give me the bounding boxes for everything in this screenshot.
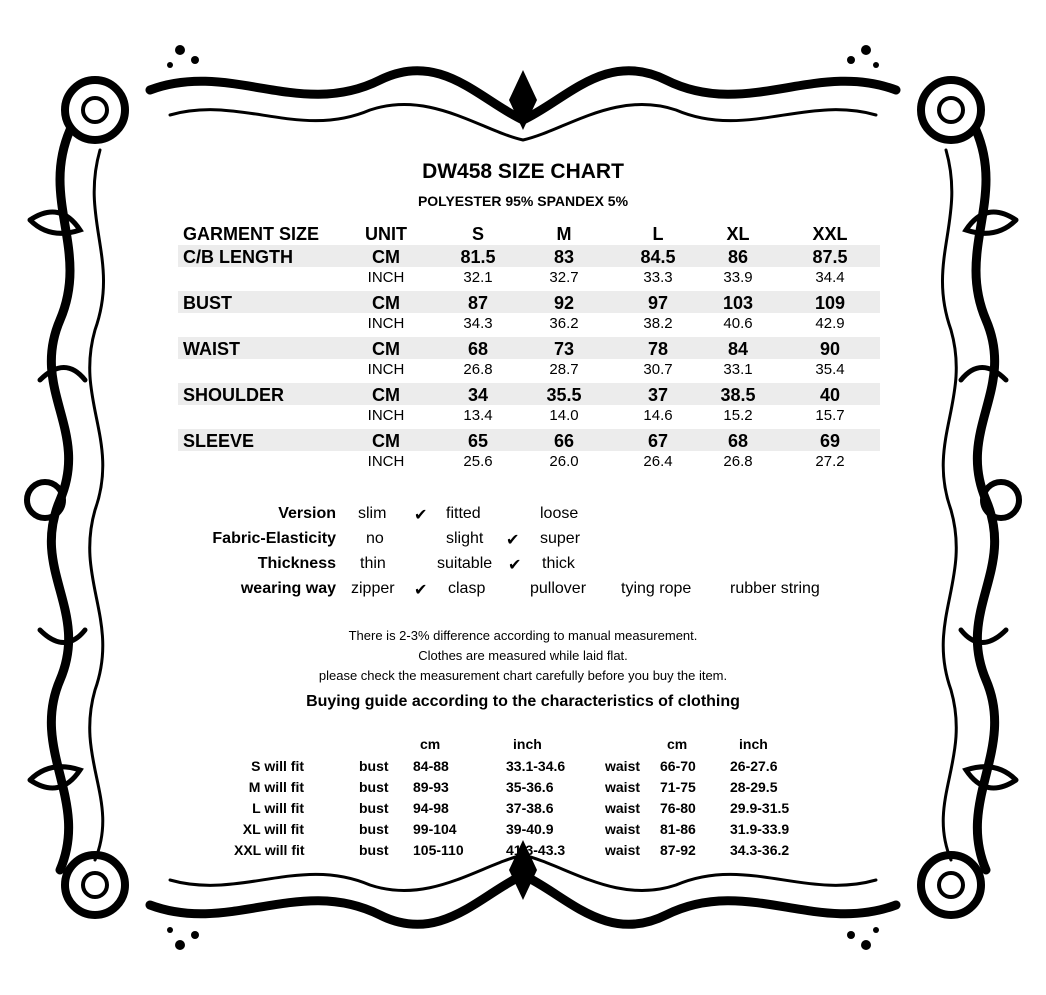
table-cell-inch: 26.0 [549, 453, 579, 470]
measurement-note-3: please check the measurement chart carefully before you buy the item. [318, 668, 728, 683]
table-cell-cm: 81.5 [460, 247, 496, 267]
table-cell-inch: 15.7 [815, 407, 845, 424]
table-cell-inch: 13.4 [463, 407, 493, 424]
fabric-composition: POLYESTER 95% SPANDEX 5% [417, 193, 629, 209]
table-cell-inch: 14.0 [549, 407, 579, 424]
unit-inch: INCH [367, 269, 405, 286]
guide-cell-bust-inch: 33.1-34.6 [506, 758, 566, 774]
table-cell-cm: 90 [819, 339, 841, 359]
table-row-label: BUST [183, 293, 232, 313]
attribute-option: clasp [448, 580, 486, 597]
table-cell-cm: 109 [814, 293, 846, 313]
table-cell-inch: 14.6 [643, 407, 673, 424]
guide-header-bust-cm: cm [420, 736, 441, 752]
table-row-label: SLEEVE [183, 431, 255, 451]
table-cell-cm: 87 [467, 293, 489, 313]
table-row-label: WAIST [183, 339, 240, 359]
guide-cell-waist-inch: 31.9-33.9 [730, 821, 790, 837]
table-cell-cm: 69 [819, 431, 841, 451]
table-header-size-m: M [556, 224, 572, 244]
check-mark-icon: ✔ [506, 532, 520, 549]
attribute-option: pullover [530, 580, 587, 597]
table-cell-inch: 35.4 [815, 361, 845, 378]
table-cell-inch: 32.1 [463, 269, 493, 286]
table-cell-cm: 68 [467, 339, 489, 359]
table-cell-cm: 65 [467, 431, 489, 451]
guide-cell-waist-inch: 34.3-36.2 [730, 842, 790, 858]
table-cell-cm: 34 [467, 385, 489, 405]
attribute-option: tying rope [621, 580, 692, 597]
table-cell-inch: 33.1 [723, 361, 753, 378]
guide-cell-waist-cm: 76-80 [660, 800, 696, 816]
unit-cm: CM [372, 247, 400, 267]
guide-cell-bust-cm: 105-110 [413, 842, 464, 858]
guide-cell-waist-label: waist [605, 758, 641, 774]
guide-cell-bust-cm: 84-88 [413, 758, 449, 774]
guide-cell-bust-label: bust [359, 821, 389, 837]
attribute-label: Fabric-Elasticity [212, 530, 336, 547]
guide-cell-bust-inch: 41.3-43.3 [506, 842, 566, 858]
attribute-option: fitted [446, 505, 481, 522]
table-cell-cm: 73 [553, 339, 575, 359]
table-cell-inch: 26.4 [643, 453, 673, 470]
table-cell-cm: 78 [647, 339, 669, 359]
table-cell-cm: 103 [722, 293, 754, 313]
table-header-size-xl: XL [726, 224, 750, 244]
table-cell-inch: 40.6 [723, 315, 753, 332]
guide-cell-waist-inch: 28-29.5 [730, 779, 778, 795]
guide-cell-fit: XXL will fit [234, 842, 305, 858]
table-cell-cm: 84.5 [640, 247, 676, 267]
attribute-option: slight [446, 530, 484, 547]
table-cell-inch: 28.7 [549, 361, 579, 378]
guide-cell-bust-inch: 35-36.6 [506, 779, 554, 795]
table-row-label: C/B LENGTH [183, 247, 293, 267]
unit-inch: INCH [367, 315, 405, 332]
table-cell-cm: 68 [727, 431, 749, 451]
measurement-note-1: There is 2-3% difference according to manual measurement. [348, 628, 698, 643]
guide-cell-waist-cm: 71-75 [660, 779, 696, 795]
guide-cell-bust-cm: 94-98 [413, 800, 449, 816]
guide-cell-bust-label: bust [359, 758, 389, 774]
guide-header-bust-inch: inch [513, 736, 542, 752]
table-header-size-l: L [652, 224, 664, 244]
table-cell-cm: 66 [553, 431, 575, 451]
table-cell-inch: 30.7 [643, 361, 673, 378]
table-row-label: SHOULDER [183, 385, 285, 405]
table-cell-inch: 32.7 [549, 269, 579, 286]
table-cell-inch: 33.9 [723, 269, 753, 286]
page-title: DW458 SIZE CHART [422, 160, 624, 183]
table-cell-inch: 27.2 [815, 453, 845, 470]
table-cell-cm: 38.5 [720, 385, 756, 405]
table-cell-cm: 86 [727, 247, 749, 267]
table-cell-cm: 40 [819, 385, 841, 405]
guide-cell-fit: XL will fit [242, 821, 304, 837]
guide-cell-waist-cm: 66-70 [660, 758, 696, 774]
table-cell-inch: 25.6 [463, 453, 493, 470]
buying-guide-title: Buying guide according to the characteristics of clothing [306, 693, 740, 710]
guide-cell-waist-label: waist [605, 842, 641, 858]
table-cell-inch: 36.2 [549, 315, 579, 332]
attribute-option: suitable [437, 555, 493, 572]
unit-inch: INCH [367, 453, 405, 470]
guide-cell-bust-label: bust [359, 842, 389, 858]
table-cell-inch: 15.2 [723, 407, 753, 424]
attribute-option: slim [358, 505, 387, 522]
guide-cell-fit: S will fit [251, 758, 304, 774]
unit-cm: CM [372, 339, 400, 359]
guide-cell-bust-inch: 37-38.6 [506, 800, 554, 816]
guide-cell-waist-inch: 29.9-31.5 [730, 800, 790, 816]
guide-cell-waist-cm: 87-92 [660, 842, 696, 858]
guide-cell-bust-label: bust [359, 779, 389, 795]
attribute-option: loose [540, 505, 579, 522]
guide-cell-waist-label: waist [605, 821, 641, 837]
table-cell-cm: 84 [727, 339, 749, 359]
guide-cell-waist-inch: 26-27.6 [730, 758, 778, 774]
attribute-label: Version [278, 505, 336, 522]
attribute-option: thick [542, 555, 575, 572]
table-header-garment-size: GARMENT SIZE [183, 224, 320, 244]
guide-cell-waist-label: waist [605, 779, 641, 795]
guide-cell-fit: L will fit [252, 800, 304, 816]
check-mark-icon: ✔ [508, 557, 522, 574]
table-cell-cm: 87.5 [812, 247, 848, 267]
guide-cell-bust-cm: 99-104 [413, 821, 457, 837]
guide-cell-waist-label: waist [605, 800, 641, 816]
table-cell-inch: 34.3 [463, 315, 493, 332]
table-cell-cm: 92 [553, 293, 575, 313]
guide-cell-bust-inch: 39-40.9 [506, 821, 554, 837]
table-cell-cm: 83 [553, 247, 575, 267]
attribute-option: thin [360, 555, 386, 572]
attribute-option: no [366, 530, 384, 547]
unit-inch: INCH [367, 361, 405, 378]
attribute-option: rubber string [730, 580, 820, 597]
table-cell-inch: 26.8 [463, 361, 493, 378]
unit-cm: CM [372, 431, 400, 451]
unit-cm: CM [372, 385, 400, 405]
table-cell-cm: 35.5 [546, 385, 582, 405]
table-cell-cm: 37 [647, 385, 669, 405]
table-header-size-xxl: XXL [812, 224, 848, 244]
measurement-note-2: Clothes are measured while laid flat. [418, 648, 628, 663]
table-cell-inch: 38.2 [643, 315, 673, 332]
attribute-label: wearing way [240, 580, 336, 597]
guide-header-waist-cm: cm [667, 736, 688, 752]
attribute-label: Thickness [257, 555, 336, 572]
guide-cell-fit: M will fit [248, 779, 304, 795]
table-cell-inch: 42.9 [815, 315, 845, 332]
table-header-unit: UNIT [365, 224, 407, 244]
table-cell-cm: 97 [647, 293, 669, 313]
unit-cm: CM [372, 293, 400, 313]
table-cell-inch: 33.3 [643, 269, 673, 286]
attribute-option: super [540, 530, 581, 547]
guide-cell-waist-cm: 81-86 [660, 821, 696, 837]
table-cell-cm: 67 [647, 431, 669, 451]
table-header-size-s: S [471, 224, 484, 244]
check-mark-icon: ✔ [414, 507, 428, 524]
table-cell-inch: 34.4 [815, 269, 845, 286]
check-mark-icon: ✔ [414, 582, 428, 599]
guide-cell-bust-cm: 89-93 [413, 779, 449, 795]
guide-header-waist-inch: inch [739, 736, 768, 752]
unit-inch: INCH [367, 407, 405, 424]
guide-cell-bust-label: bust [359, 800, 389, 816]
table-cell-inch: 26.8 [723, 453, 753, 470]
attribute-option: zipper [351, 580, 395, 597]
